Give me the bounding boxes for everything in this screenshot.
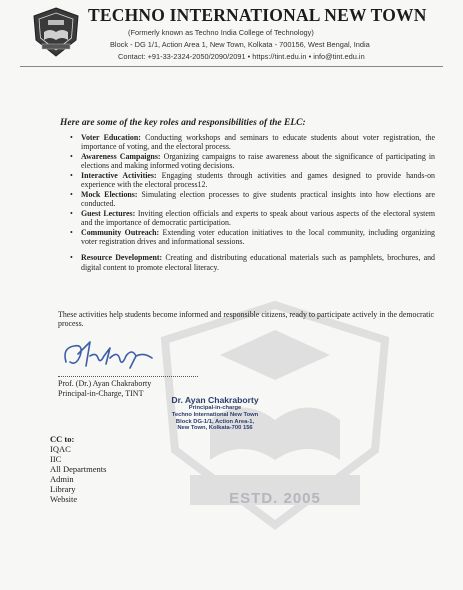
stamp-line: Principal-in-charge [188, 405, 242, 411]
stamp-line: Techno International New Town [171, 411, 259, 418]
cc-list [50, 444, 106, 504]
list-item: • Mock Elections: Simulating election processes to give students practical insights into how elections are conducted. [70, 190, 435, 208]
stamp-line: New Town, Kolkata-700 156 [177, 425, 253, 432]
signature-line [58, 376, 198, 377]
list-item: Website [50, 494, 78, 504]
list-item: • Community Outreach: Extending voter education initiatives to the local community, including organizing voter registration drives and informational sessions. [70, 228, 435, 246]
formerly-known-as: (Formerly known as Techno India College of Technology) [128, 28, 314, 37]
list-item: All Departments [50, 464, 107, 474]
watermark-text: ESTD. 2005 [229, 490, 321, 507]
list-item: • Voter Education: Conducting workshops and seminars to educate students about voter registration, the importance of voting, and the electoral process. [70, 133, 435, 151]
institute-contact: Contact: +91-33-2324-2050/2090/2091 • https://tint.edu.in • info@tint.edu.in [118, 52, 365, 61]
signature-icon [60, 338, 160, 372]
official-stamp [150, 395, 280, 432]
cc-block [50, 434, 106, 504]
signatory-designation: Principal-in-Charge, TINT [58, 389, 144, 398]
list-item: Admin [50, 474, 74, 484]
list-item: • Resource Development: Creating and distributing educational materials such as pamphlets, brochures, and digital content to promote electoral literacy. [70, 253, 435, 271]
stamp-line: Block DG-1/1, Action Area-1, [175, 418, 255, 425]
institute-name: TECHNO INTERNATIONAL NEW TOWN [88, 5, 427, 25]
list-item: IIC [50, 454, 62, 464]
roles-heading: Here are some of the key roles and responsibilities of the ELC: [60, 118, 306, 128]
list-item: Library [50, 484, 76, 494]
stamp-name: Dr. Ayan Chakraborty [171, 395, 259, 405]
institute-address: Block - DG 1/1, Action Area 1, New Town, Kolkata - 700156, West Bengal, India [110, 40, 370, 49]
signatory-name: Prof. (Dr.) Ayan Chakraborty [58, 379, 152, 388]
signatory-block [58, 379, 151, 399]
list-item: IQAC [50, 444, 71, 454]
closing-paragraph: These activities help students become informed and responsible citizens, ready to participate actively in the democratic process. [58, 310, 434, 329]
roles-list [70, 133, 435, 272]
letterhead-divider [20, 66, 443, 67]
list-item: • Guest Lectures: Inviting election officials and experts to speak about various aspects of the electoral system and the importance of democratic participation. [70, 209, 435, 227]
cc-title: CC to: [50, 434, 75, 444]
institute-logo-icon [30, 6, 82, 58]
list-item: • Interactive Activities: Engaging students through activities and games designed to provide hands-on experience with the electoral process12. [70, 171, 435, 189]
list-item: • Awareness Campaigns: Organizing campaigns to raise awareness about the significance of participating in elections and making informed voting decisions. [70, 152, 435, 170]
